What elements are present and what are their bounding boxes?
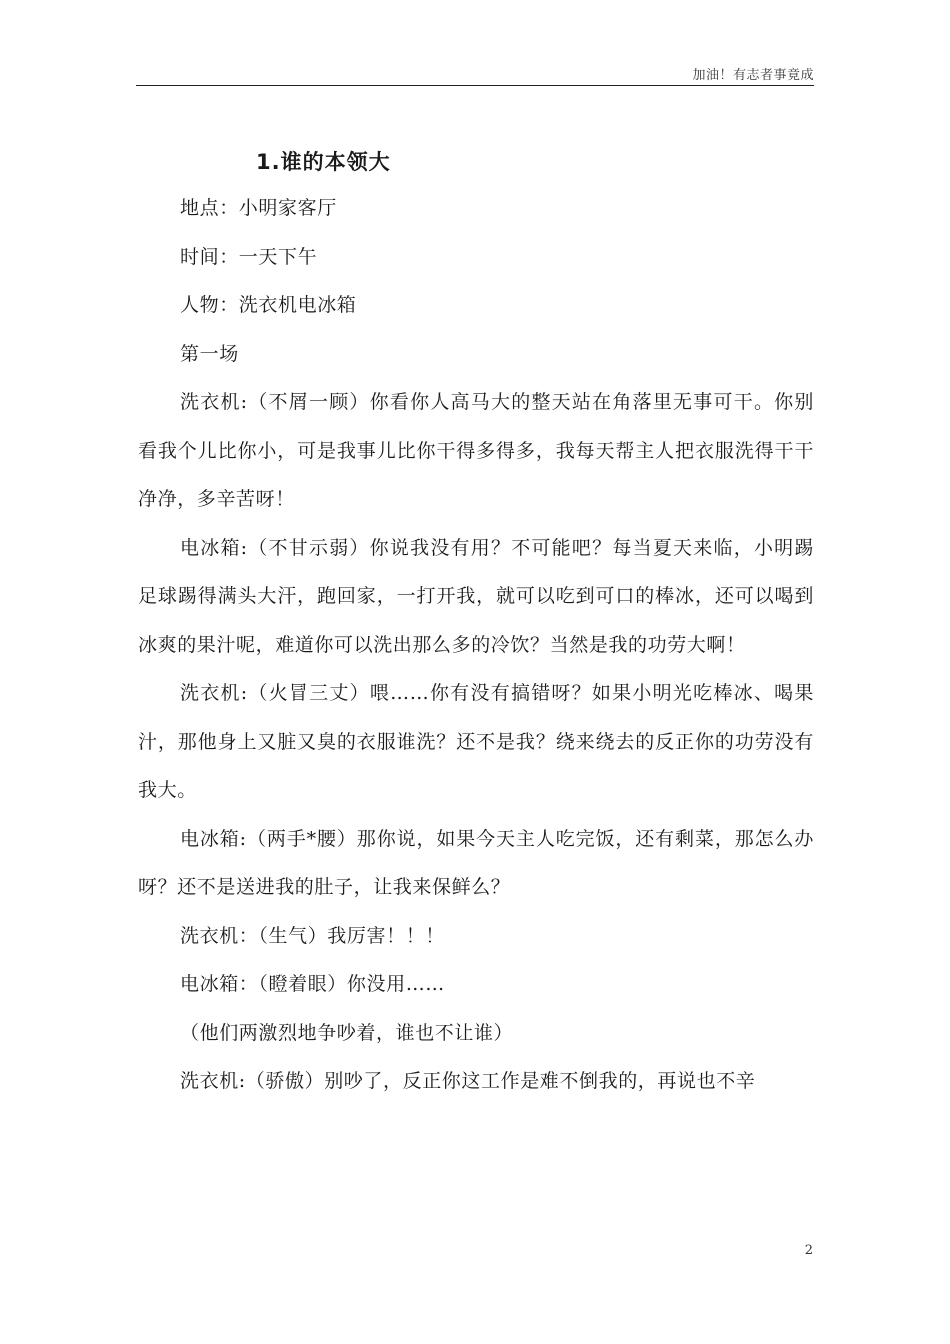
header-rule <box>136 85 814 86</box>
stage-direction: （他们两激烈地争吵着，谁也不让谁） <box>180 1021 514 1044</box>
dialogue-paragraph: 电冰箱：（瞪着眼）你没用…… <box>180 973 445 995</box>
dialogue-paragraph: 洗衣机：（生气）我厉害！！！ <box>180 924 445 947</box>
dialogue-paragraph: 洗衣机:（不屑一顾）你看你人高马大的整天站在角落里无事可干。你别看我个儿比你小，可是我事儿比你干得多得多，我每天帮主人把衣服洗得干干净净，多辛苦呀！ <box>138 391 814 510</box>
dialogue-paragraph: 电冰箱:（两手*腰）那你说，如果今天主人吃完饭，还有剩菜，那怎么办呀？还不是送进我的肚子，让我来保鲜么？ <box>138 827 814 898</box>
dialogue-paragraph: 电冰箱:（不甘示弱）你说我没有用？不可能吧？每当夏天来临，小明踢足球踢得满头大汗，跑回家，一打开我，就可以吃到可口的棒冰，还可以喝到冰爽的果汁呢，难道你可以洗出那么多的冷饮？当然是我的功劳大啊！ <box>138 536 814 656</box>
meta-characters: 人物：洗衣机电冰箱 <box>180 294 357 316</box>
header-motto: 加油！有志者事竟成 <box>692 68 814 83</box>
section-title: 1.谁的本领大 <box>256 150 391 174</box>
dialogue-paragraph: 洗衣机:（骄傲）别吵了，反正你这工作是难不倒我的，再说也不辛 <box>180 1070 756 1092</box>
meta-location: 地点：小明家客厅 <box>180 197 337 219</box>
document-body <box>138 140 814 1106</box>
meta-time: 时间：一天下午 <box>180 245 318 268</box>
dialogue-paragraph: 洗衣机:（火冒三丈）喂……你有没有搞错呀？如果小明光吃棒冰、喝果汁，那他身上又脏又臭的衣服谁洗？还不是我？绕来绕去的反正你的功劳没有我大。 <box>138 682 814 801</box>
page-number: 2 <box>804 1243 813 1258</box>
scene-heading: 第一场 <box>180 342 239 365</box>
